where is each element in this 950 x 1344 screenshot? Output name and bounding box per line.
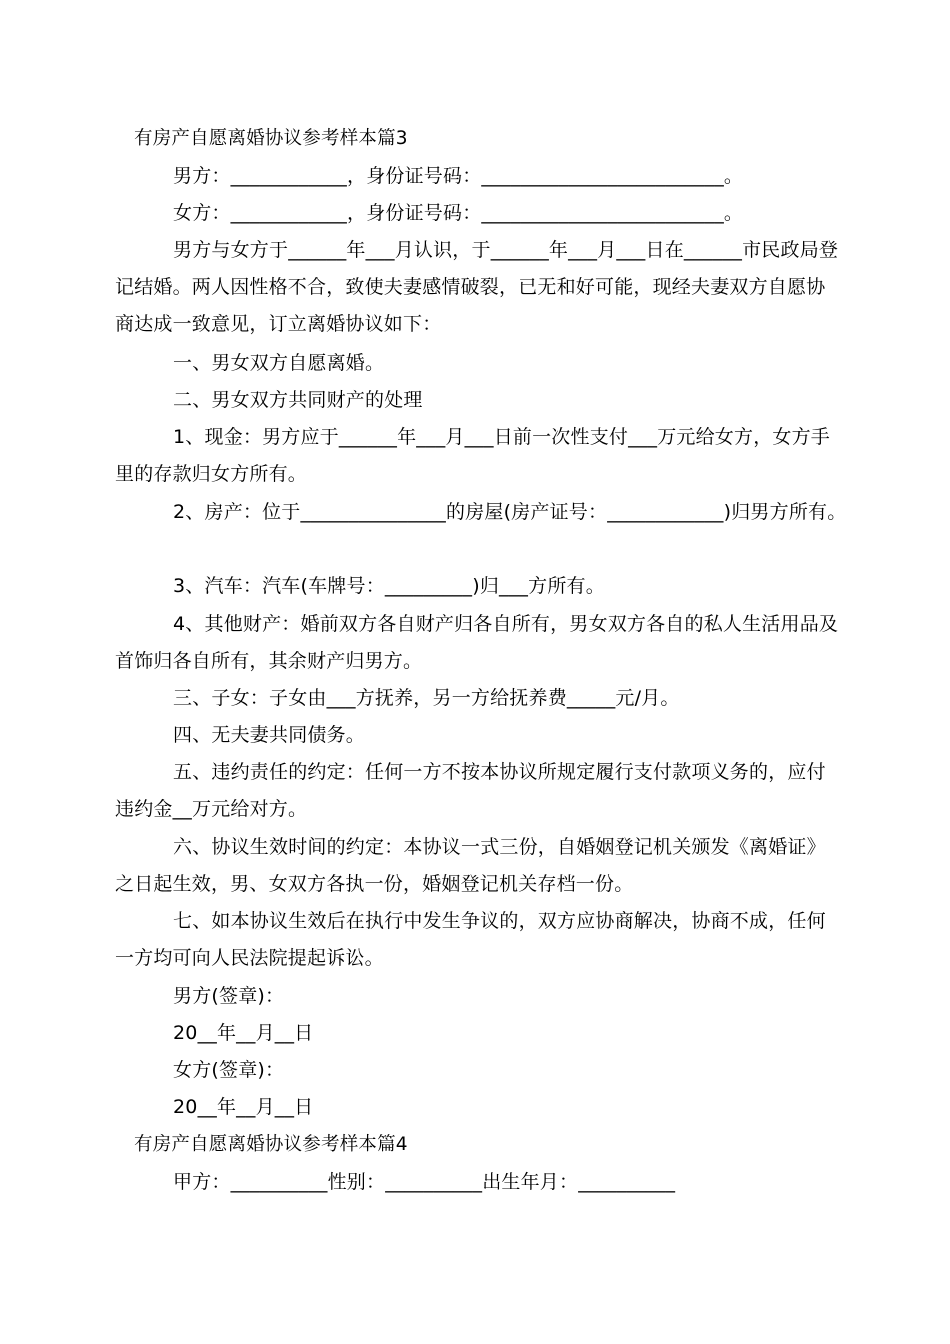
clause-7-line-2: 一方均可向人民法院提起诉讼。 — [115, 947, 384, 969]
husband-id-line: 男方：____________，身份证号码：_________________________。 — [173, 165, 744, 187]
section-4-title: 有房产自愿离婚协议参考样本篇4 — [134, 1134, 408, 1155]
clause-5-line-2: 违约金__万元给对方。 — [115, 798, 308, 820]
intro-line-1: 男方与女方于______年___月认识，于______年___月___日在______市民政局登 — [173, 239, 839, 261]
husband-signature: 男方(签章)： — [173, 985, 285, 1007]
intro-line-3: 商达成一致意见，订立离婚协议如下： — [115, 313, 442, 335]
wife-id-line: 女方：____________，身份证号码：_________________________。 — [173, 202, 744, 224]
clause-1: 一、男女双方自愿离婚。 — [173, 352, 385, 374]
item-4-line-1: 4、其他财产：婚前双方各自财产归各自所有，男女双方各自的私人生活用品及 — [173, 613, 839, 635]
item-1-line-1: 1、现金：男方应于______年___月___日前一次性支付___万元给女方，女方手 — [173, 426, 830, 448]
clause-6-line-2: 之日起生效，男、女双方各执一份，婚姻登记机关存档一份。 — [115, 873, 634, 895]
clause-2: 二、男女双方共同财产的处理 — [173, 389, 423, 411]
clause-3: 三、子女：子女由___方抚养，另一方给抚养费_____元/月。 — [173, 687, 680, 709]
husband-sign-date: 20__年__月__日 — [173, 1022, 314, 1044]
section-3-title: 有房产自愿离婚协议参考样本篇3 — [134, 128, 408, 149]
item-2: 2、房产：位于_______________的房屋(房产证号：____________)归男方所有。 — [173, 501, 847, 523]
item-4-line-2: 首饰归各自所有，其余财产归男方。 — [115, 650, 423, 672]
item-3: 3、汽车：汽车(车牌号：_________)归___方所有。 — [173, 575, 605, 597]
party-a-line: 甲方：__________性别：__________出生年月：__________ — [173, 1171, 676, 1193]
wife-signature: 女方(签章)： — [173, 1059, 285, 1081]
clause-6-line-1: 六、协议生效时间的约定：本协议一式三份，自婚姻登记机关颁发《离婚证》 — [173, 836, 826, 858]
clause-7-line-1: 七、如本协议生效后在执行中发生争议的，双方应协商解决，协商不成，任何 — [173, 910, 826, 932]
item-1-line-2: 里的存款归女方所有。 — [115, 463, 308, 485]
clause-4: 四、无夫妻共同债务。 — [173, 724, 366, 746]
intro-line-2: 记结婚。两人因性格不合，致使夫妻感情破裂，已无和好可能，现经夫妻双方自愿协 — [115, 276, 826, 298]
wife-sign-date: 20__年__月__日 — [173, 1096, 314, 1118]
clause-5-line-1: 五、违约责任的约定：任何一方不按本协议所规定履行支付款项义务的，应付 — [173, 761, 826, 783]
